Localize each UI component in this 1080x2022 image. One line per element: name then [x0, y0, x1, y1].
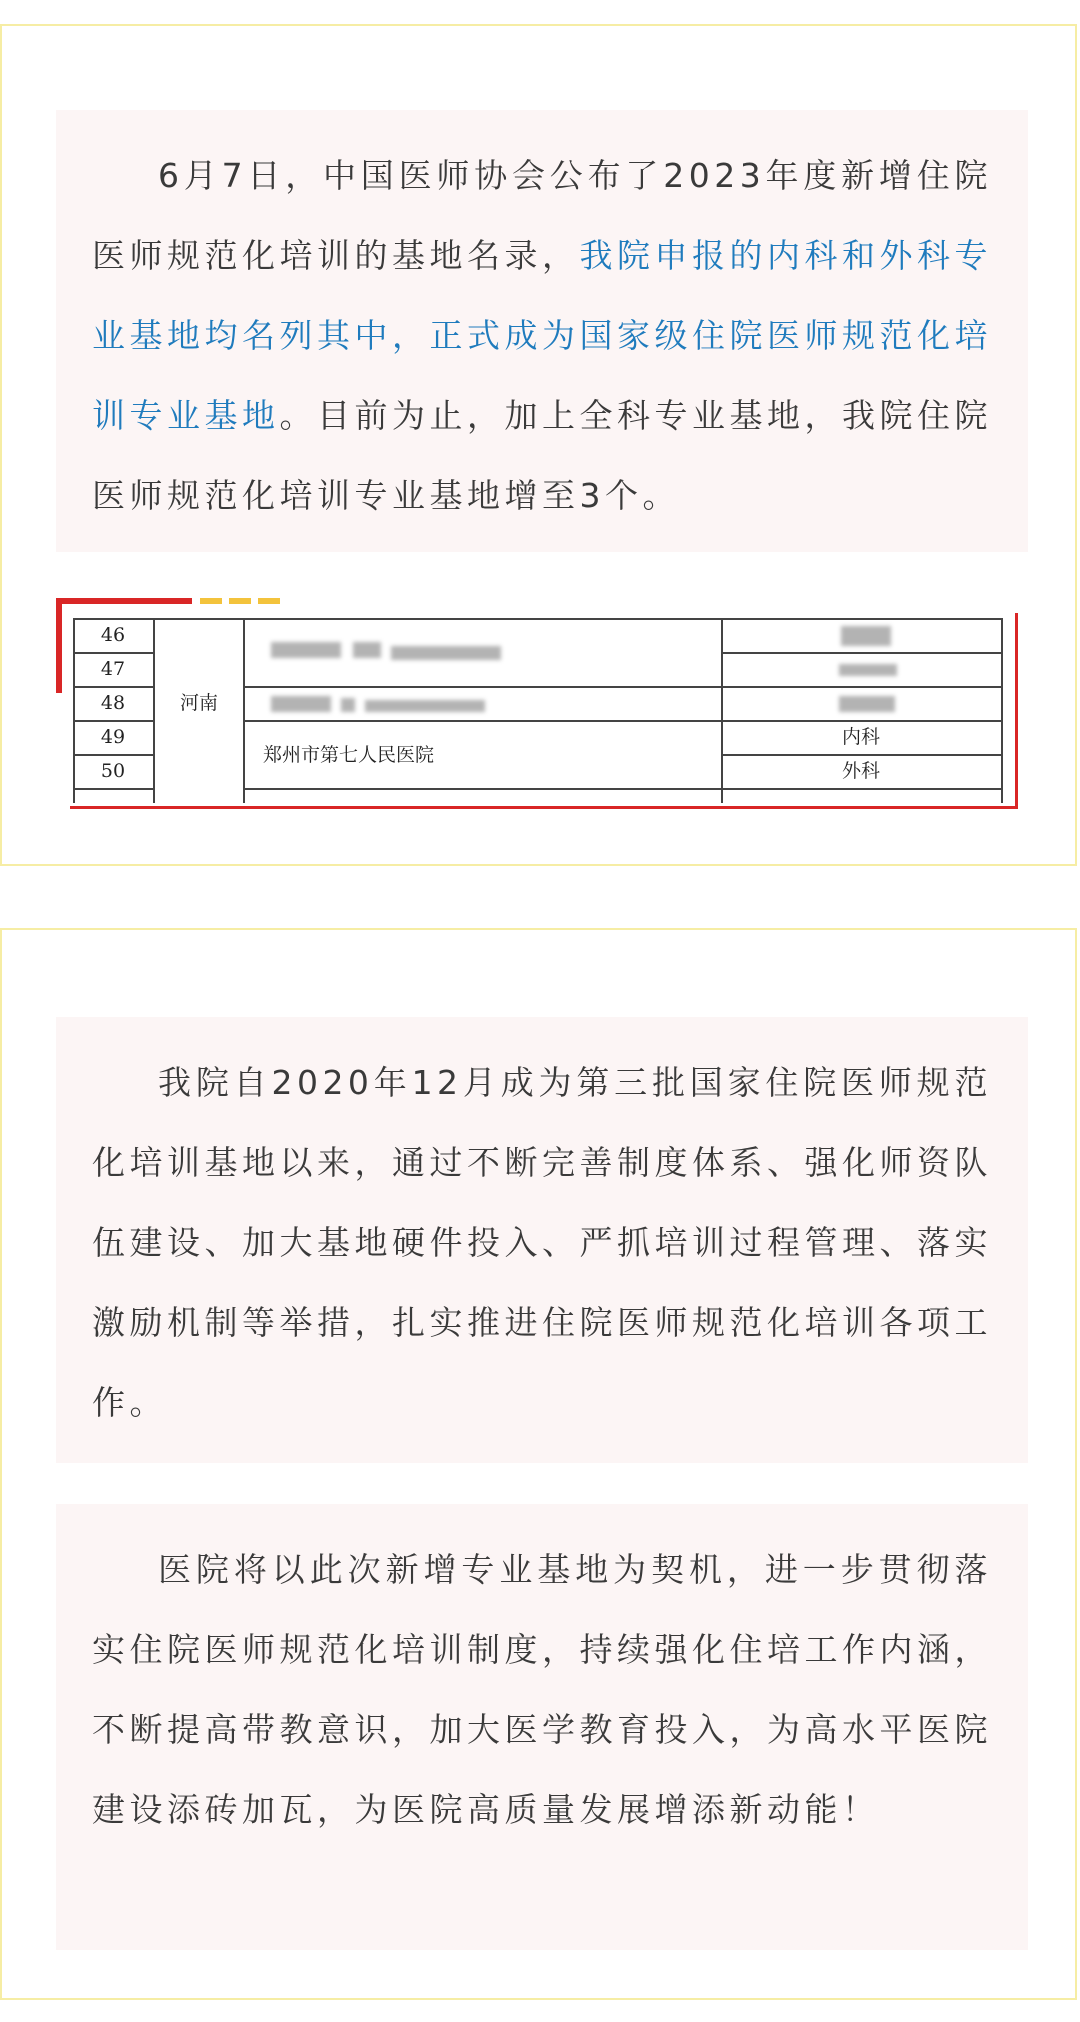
- row-number: 46: [100, 624, 126, 646]
- row-number: 49: [100, 726, 126, 748]
- outlook-text-box: [56, 1504, 1028, 1950]
- announcement-card: [0, 24, 1077, 866]
- summary-text-box: [56, 1017, 1028, 1463]
- table-rule: [721, 652, 1003, 654]
- table-rule: [243, 686, 1003, 688]
- outlook-paragraph: 医院将以此次新增专业基地为契机，进一步贯彻落实住院医师规范化培训制度，持续强化住培工作内涵，不断提高带教意识，加大医学教育投入，为高水平医院建设添砖加瓦，为医院高质量发展增添新动能！: [92, 1550, 992, 1829]
- redacted-text: [365, 700, 485, 712]
- specialty-cell: 内科: [841, 726, 880, 748]
- base-list-excerpt-image: [56, 598, 1018, 818]
- row-number: 47: [100, 658, 126, 680]
- redacted-text: [839, 664, 897, 676]
- table-rule: [243, 788, 1003, 790]
- province-cell: 河南: [179, 692, 218, 714]
- accent-bar-horizontal: [56, 598, 192, 604]
- row-number: 48: [100, 692, 126, 714]
- paragraph-intro: 6月7日，中国医师协会公布了2023年度新增住院医师规范化培训的基地名录，: [92, 156, 992, 275]
- specialty-cell: 外科: [841, 760, 880, 782]
- paragraph-outro: 。目前为止，加上全科专业基地，我院住院医师规范化培训专业基地增至3个。: [92, 396, 992, 515]
- highlighted-text: 我院申报的内科和外科专业基地均名列其中，正式成为国家级住院医师规范化培训专业基地: [92, 236, 992, 435]
- table-rule: [243, 618, 245, 803]
- redacted-text: [841, 626, 891, 646]
- table-rule: [153, 618, 155, 803]
- redacted-text: [353, 642, 381, 658]
- summary-paragraph: 我院自2020年12月成为第三批国家住院医师规范化培训基地以来，通过不断完善制度体系、强化师资队伍建设、加大基地硬件投入、严抓培训过程管理、落实激励机制等举措，扎实推进住院医师规范化培训各项工作。: [92, 1063, 992, 1422]
- frame-border-bottom: [70, 806, 1018, 809]
- row-number: 50: [100, 760, 126, 782]
- base-list-table: [73, 618, 1003, 803]
- announcement-paragraph: [92, 136, 992, 536]
- redacted-text: [391, 646, 501, 660]
- frame-border-right: [1015, 613, 1018, 808]
- accent-dash: [229, 598, 251, 604]
- announcement-text-box: [56, 110, 1028, 552]
- table-rule: [1001, 618, 1003, 803]
- redacted-text: [341, 698, 355, 712]
- redacted-text: [271, 696, 331, 712]
- redacted-text: [839, 696, 895, 712]
- accent-bar-vertical: [56, 598, 62, 693]
- redacted-text: [271, 642, 341, 658]
- table-rule: [73, 618, 1003, 620]
- training-summary-card: [0, 928, 1077, 2000]
- accent-dash: [200, 598, 222, 604]
- hospital-name-cell: 郑州市第七人民医院: [263, 744, 435, 766]
- accent-dash: [258, 598, 280, 604]
- table-rule: [73, 788, 153, 790]
